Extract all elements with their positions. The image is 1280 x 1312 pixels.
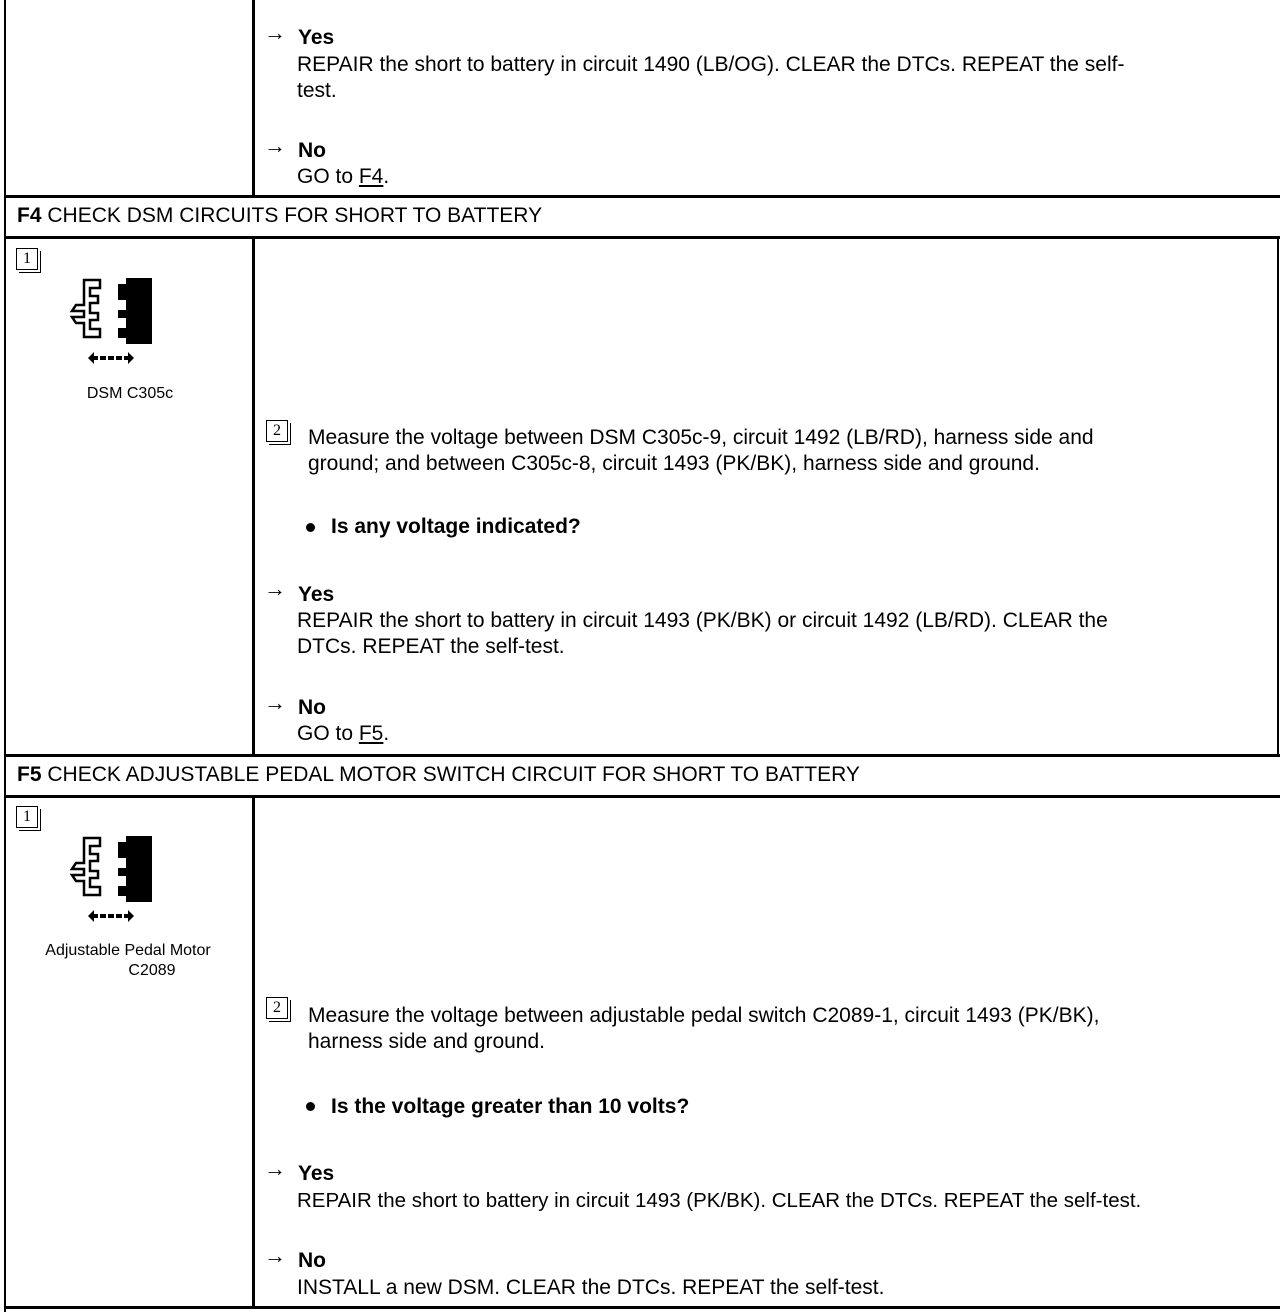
right-arrow-icon: →: [264, 20, 286, 45]
step-1-box: 1: [16, 248, 38, 270]
measure-instruction: Measure the voltage between adjustable pedal switch C2089-1, circuit 1493 (PK/BK),: [308, 1004, 1100, 1027]
yes-label: Yes: [298, 1162, 335, 1185]
no-instruction: INSTALL a new DSM. CLEAR the DTCs. REPEAT the self-test.: [297, 1276, 885, 1299]
right-arrow-icon: →: [264, 690, 286, 715]
yes-instruction: REPAIR the short to battery in circuit 1493 (PK/BK). CLEAR the DTCs. REPEAT the self-test.: [297, 1189, 1142, 1212]
question: Is any voltage indicated?: [331, 515, 581, 538]
connector-caption: DSM C305c: [86, 385, 174, 402]
measure-instruction: ground; and between C305c-8, circuit 1493 (PK/BK), harness side and ground.: [308, 452, 1040, 475]
right-arrow-icon: →: [264, 576, 286, 601]
yes-instruction: DTCs. REPEAT the self-test.: [297, 635, 565, 658]
column-divider-f4: [252, 237, 255, 755]
no-text-suffix: .: [383, 165, 390, 188]
right-arrow-icon: →: [264, 133, 286, 158]
yes-instruction: test.: [297, 79, 337, 102]
no-label: No: [298, 1249, 326, 1272]
measure-instruction: harness side and ground.: [308, 1030, 545, 1053]
yes-label: Yes: [298, 26, 335, 49]
f4-code: F4: [17, 204, 42, 227]
no-label: No: [298, 696, 326, 719]
right-border-f4: [1277, 237, 1279, 755]
f5-header: [5, 757, 1280, 793]
connector-caption: Adjustable Pedal Motor: [45, 942, 211, 959]
no-label: No: [298, 139, 326, 162]
yes-label: Yes: [298, 583, 335, 606]
row-divider: [4, 795, 1280, 798]
question: Is the voltage greater than 10 volts?: [331, 1095, 690, 1118]
f5-code: F5: [17, 763, 42, 786]
f4-header: [5, 198, 1280, 234]
bottom-border: [4, 1306, 1280, 1309]
link-f4[interactable]: F4: [358, 165, 384, 188]
step-2-box: 2: [266, 420, 288, 442]
column-divider-f5: [252, 796, 255, 1308]
connector-disconnect-icon: [58, 274, 162, 370]
no-instruction: [297, 721, 389, 747]
right-arrow-icon: →: [264, 1243, 286, 1268]
step-2-box: 2: [266, 997, 288, 1019]
row-divider: [4, 236, 1280, 239]
no-text-prefix: GO to: [297, 165, 359, 188]
yes-instruction: REPAIR the short to battery in circuit 1490 (LB/OG). CLEAR the DTCs. REPEAT the self-: [297, 53, 1125, 76]
yes-instruction: REPAIR the short to battery in circuit 1493 (PK/BK) or circuit 1492 (LB/RD). CLEAR the: [297, 609, 1108, 632]
connector-disconnect-icon: [58, 832, 162, 928]
bullet-icon: [306, 523, 315, 532]
no-text-prefix: GO to: [297, 722, 359, 745]
no-instruction: [297, 164, 389, 190]
step-1-box: 1: [16, 806, 38, 828]
link-f5[interactable]: F5: [358, 722, 384, 745]
connector-caption: C2089: [128, 962, 176, 979]
measure-instruction: Measure the voltage between DSM C305c-9, circuit 1492 (LB/RD), harness side and: [308, 426, 1094, 449]
f4-title: CHECK DSM CIRCUITS FOR SHORT TO BATTERY: [47, 204, 543, 227]
bullet-icon: [306, 1102, 315, 1111]
f5-title: CHECK ADJUSTABLE PEDAL MOTOR SWITCH CIRCUIT FOR SHORT TO BATTERY: [47, 763, 860, 786]
column-divider-top: [252, 0, 255, 196]
no-text-suffix: .: [383, 722, 390, 745]
right-arrow-icon: →: [264, 1156, 286, 1181]
